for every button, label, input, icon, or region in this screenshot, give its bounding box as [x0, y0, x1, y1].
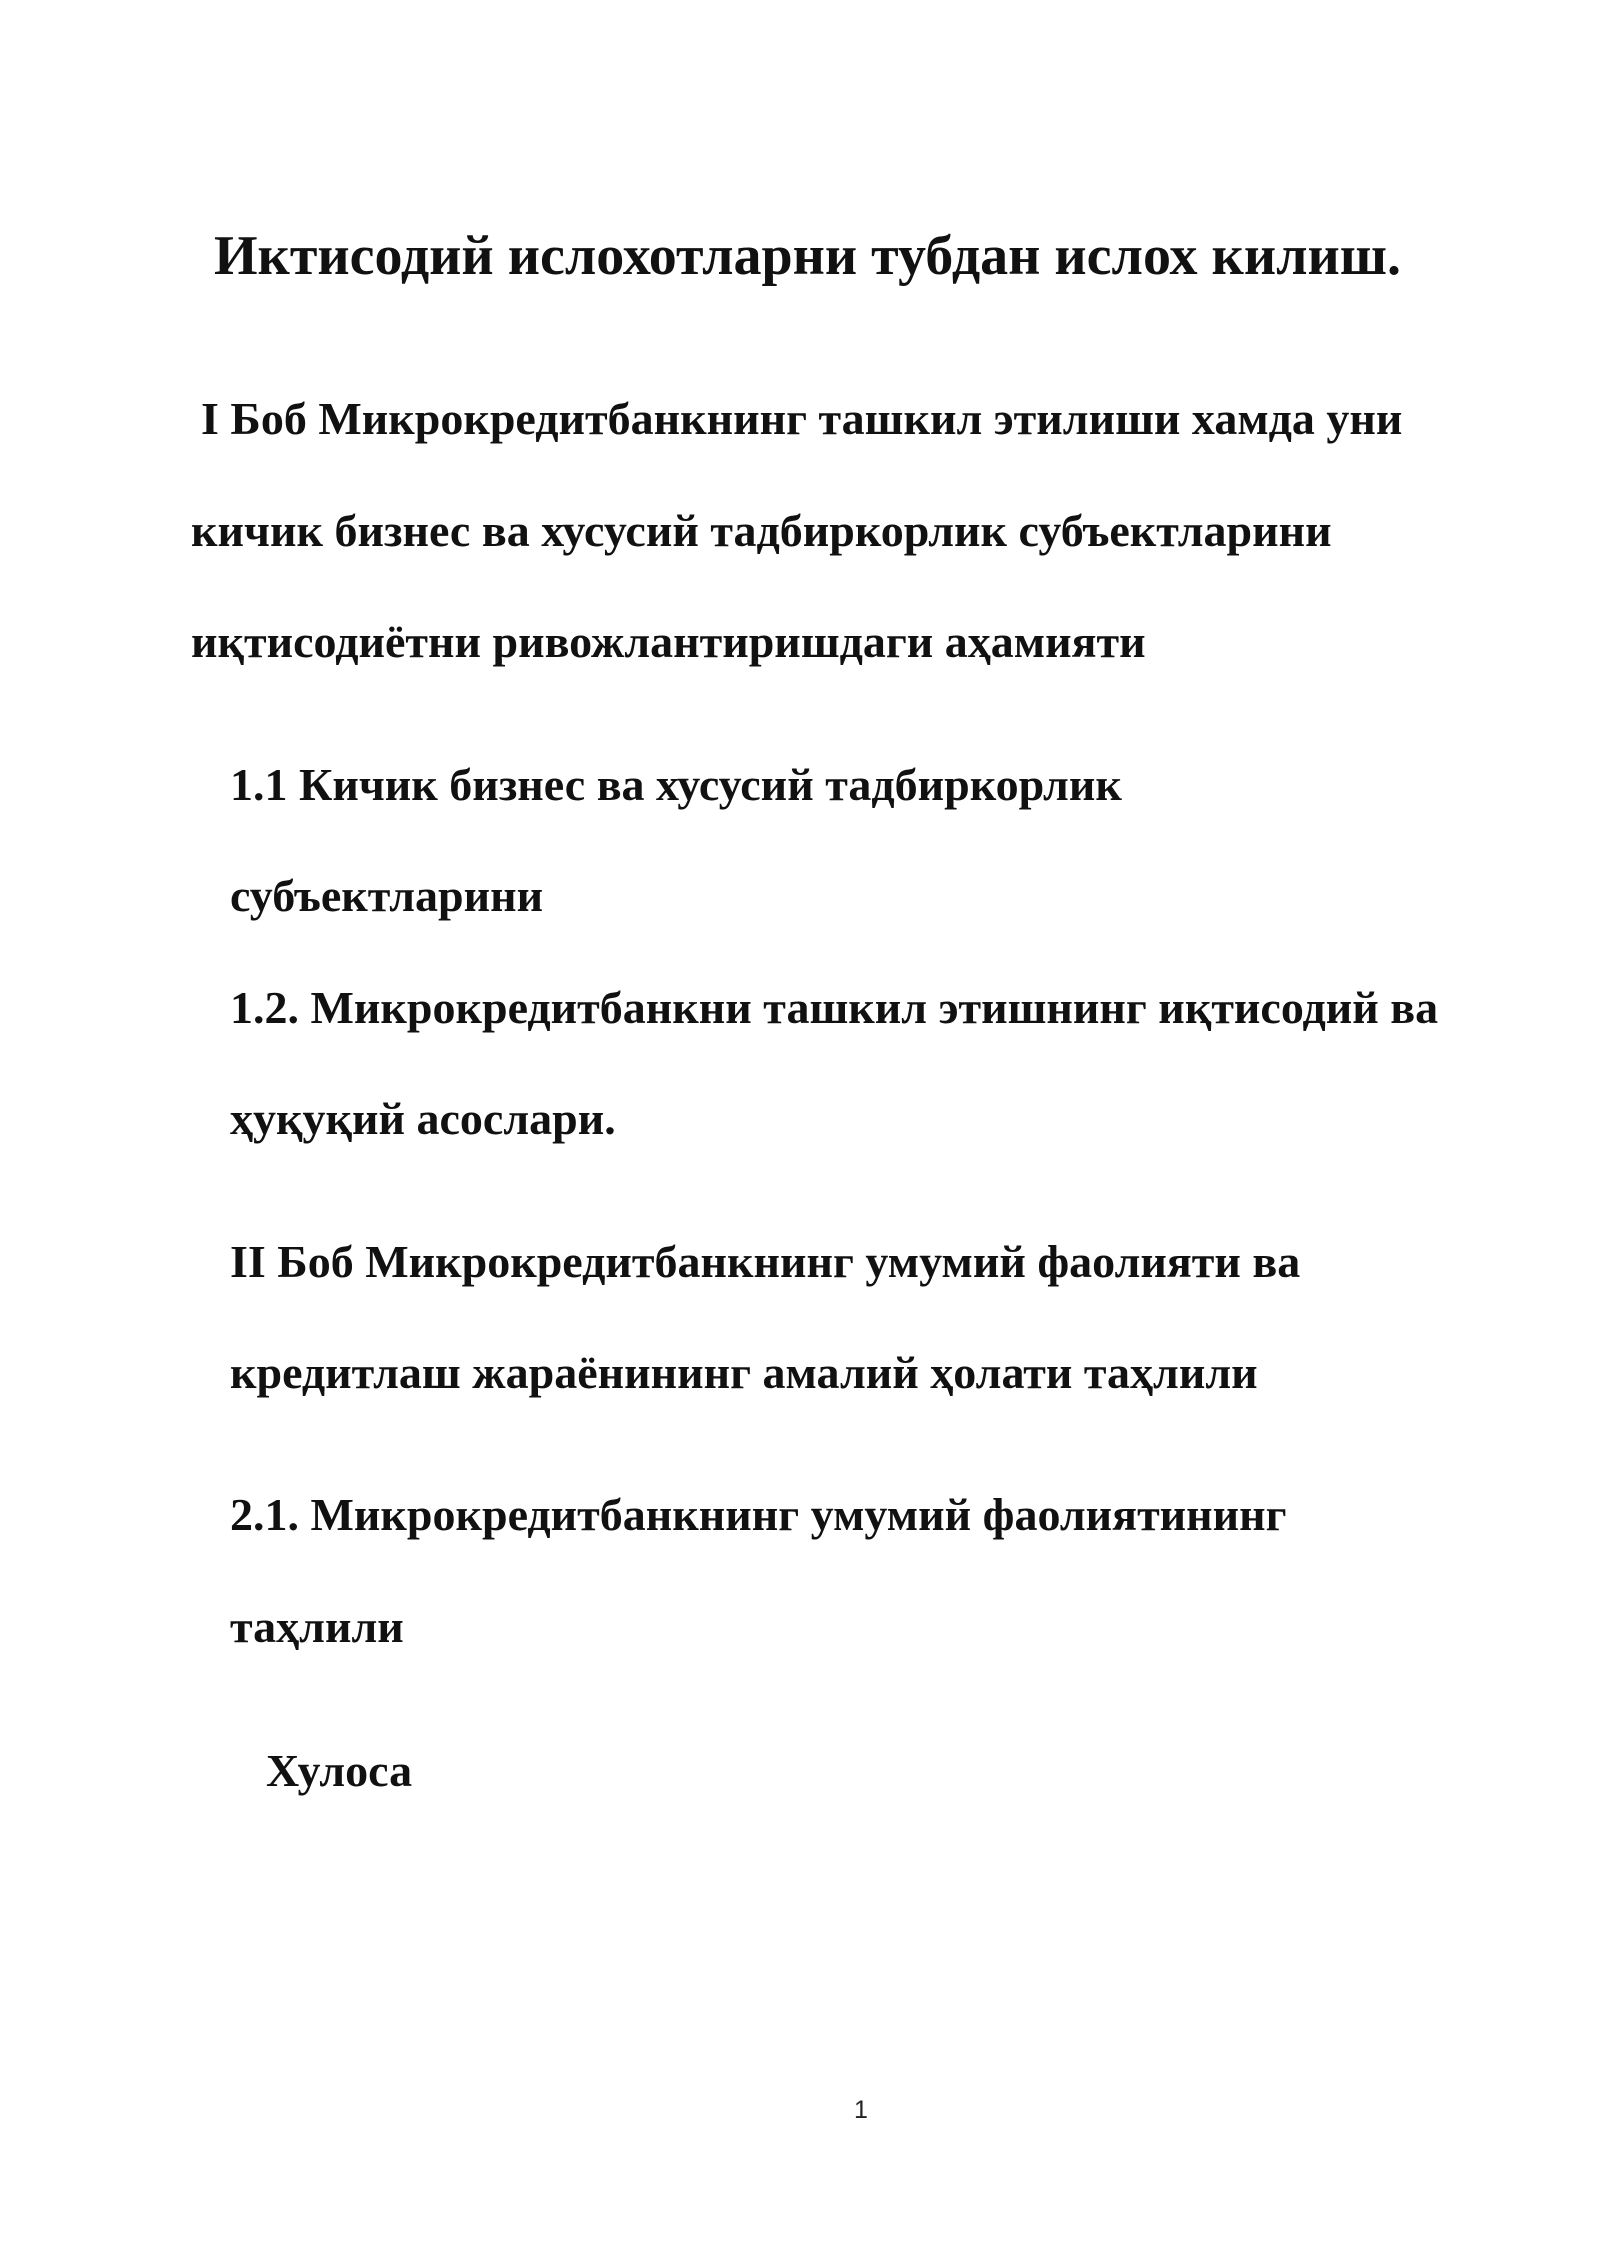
- chapter-2-heading-line-2: кредитлаш жараёнининг амалий ҳолати таҳлили: [230, 1347, 1258, 1398]
- section-1-1-heading-line-2: субъектларини: [230, 870, 544, 921]
- section-1-1-heading-line-1: 1.1 Кичик бизнес ва хусусий тадбиркорлик: [230, 759, 1122, 810]
- chapter-1-heading-line-2: кичик бизнес ва хусусий тадбиркорлик субъектларини: [191, 505, 1332, 556]
- section-2-1-heading-line-2: таҳлили: [230, 1601, 404, 1652]
- section-1-2-heading-line-1: 1.2. Микрокредитбанкни ташкил этишнинг иқтисодий ва: [230, 982, 1439, 1033]
- document-title: Иктисодий ислохотларни тубдан ислох килиш.: [214, 225, 1402, 287]
- chapter-1-heading-line-3: иқтисодиётни ривожлантиришдаги аҳамияти: [191, 616, 1146, 667]
- section-1-2-heading-line-2: ҳуқуқий асослари.: [230, 1093, 616, 1144]
- chapter-1-heading-line-1: I Боб Микрокредитбанкнинг ташкил этилиши хамда уни: [201, 393, 1403, 444]
- page-number: 1: [854, 2096, 868, 2124]
- conclusion-heading: Хулоса: [266, 1745, 413, 1796]
- chapter-2-heading-line-1: II Боб Микрокредитбанкнинг умумий фаолияти ва: [230, 1236, 1301, 1287]
- section-2-1-heading-line-1: 2.1. Микрокредитбанкнинг умумий фаолиятининг: [230, 1489, 1287, 1540]
